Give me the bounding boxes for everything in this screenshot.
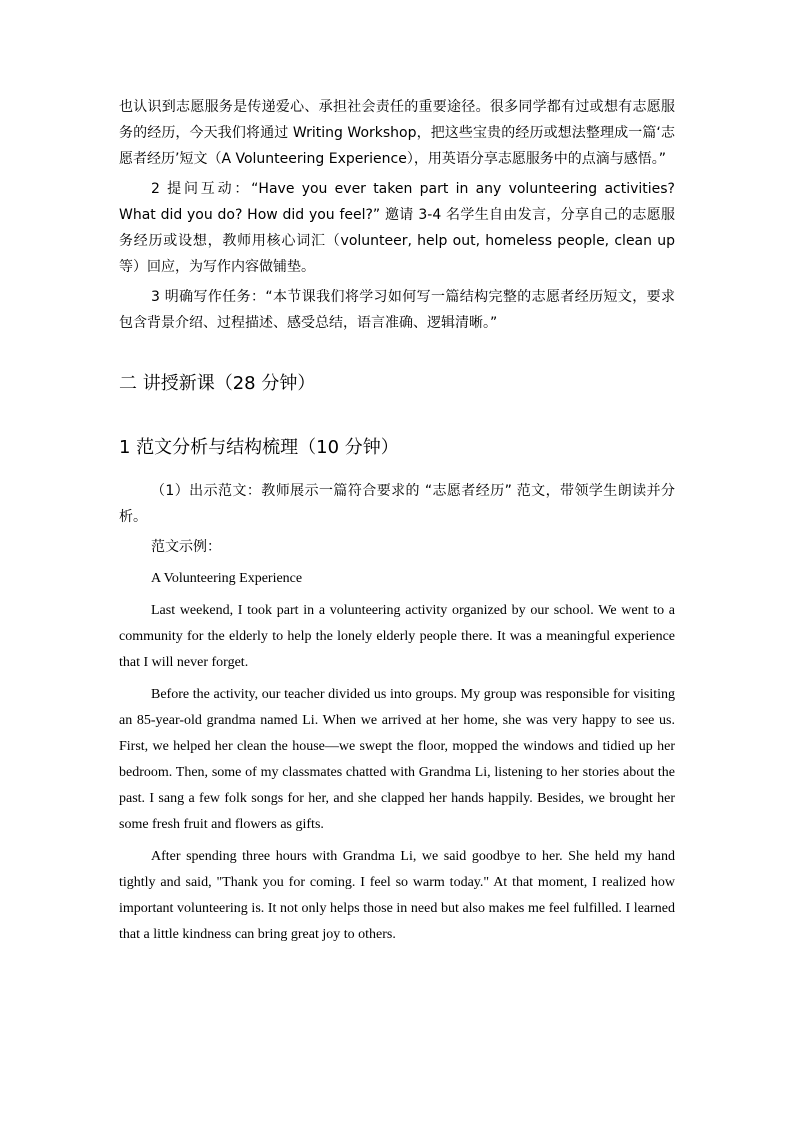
essay-paragraph-3: After spending three hours with Grandma Li, we said goodbye to her. She held my hand tightly and said, "Thank you for coming. I feel so warm today." At that moment, I realized how important volunteering is. It not only helps those in need but also makes me feel fulfilled. I learned that a little kindness can bring great joy to others. xyxy=(119,849,675,942)
intro-paragraph: 也认识到志愿服务是传递爱心、承担社会责任的重要途径。很多同学都有过或想有志愿服务的经历，今天我们将通过 Writing Workshop，把这些宝贵的经历或想法整理成一篇‘志愿者经历’短文（A Volunteering Experience），用英语分享志愿服务中的点滴与感悟。” xyxy=(119,99,675,167)
essay-paragraph-2: Before the activity, our teacher divided us into groups. My group was responsible for visiting an 85-year-old grandma named Li. When we arrived at her home, she was very happy to see us. First, we helped her clean the house—we swept the floor, mopped the windows and tidied up her bedroom. Then, some of my classmates chatted with Grandma Li, listening to her stories about the past. I sang a few folk songs for her, and she clapped her hands happily. Besides, we brought her some fresh fruit and flowers as gifts. xyxy=(119,687,675,832)
show-sample-paragraph: （1）出示范文：教师展示一篇符合要求的 “志愿者经历” 范文，带领学生朗读并分析。 xyxy=(119,483,675,525)
essay-title: A Volunteering Experience xyxy=(151,571,303,586)
question-interaction-paragraph: 2 提问互动：“Have you ever taken part in any volunteering activities? What did you do? How did you feel?” 邀请 3-4 名学生自由发言，分享自己的志愿服务经历或设想，教师用核心词汇（volunteer, help out, homeless people, clean up 等）回应，为写作内容做铺垫。 xyxy=(119,181,675,275)
essay-paragraph-1: Last weekend, I took part in a volunteering activity organized by our school. We went to a community for the elderly to help the lonely elderly people there. It was a meaningful experience that I will never forget. xyxy=(119,603,675,670)
writing-task-paragraph: 3 明确写作任务：“本节课我们将学习如何写一篇结构完整的志愿者经历短文，要求包含背景介绍、过程描述、感受总结，语言准确、逻辑清晰。” xyxy=(119,289,675,331)
document-body xyxy=(119,94,675,948)
section-heading-new-lesson: 二 讲授新课（28 分钟） xyxy=(119,373,316,394)
sample-label: 范文示例： xyxy=(151,539,221,555)
subsection-heading-model-analysis: 1 范文分析与结构梳理（10 分钟） xyxy=(119,437,399,458)
